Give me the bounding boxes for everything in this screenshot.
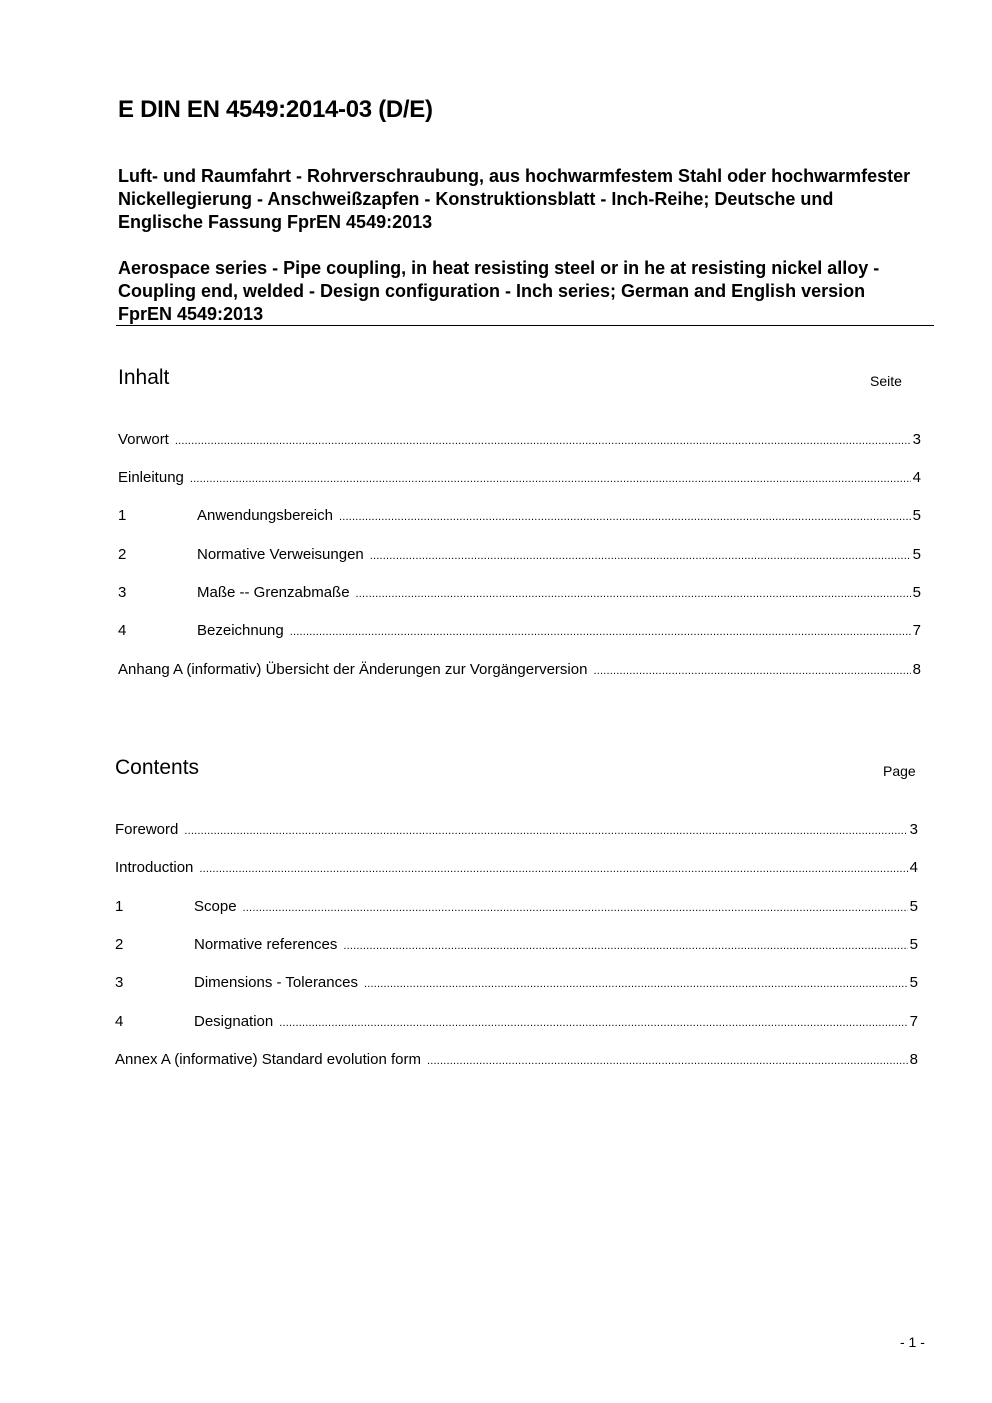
toc-leader	[279, 1013, 907, 1033]
toc-entry[interactable]	[118, 660, 921, 680]
toc-entry-page: 3	[912, 431, 921, 448]
toc-entry[interactable]	[118, 545, 921, 565]
toc-entry-number: 1	[118, 507, 127, 524]
toc-entry-title: Normative Verweisungen	[197, 546, 364, 563]
toc-entry-title: Vorwort	[118, 431, 169, 448]
toc-entry[interactable]	[115, 1050, 918, 1070]
toc-leader	[370, 546, 911, 566]
toc-leader	[243, 898, 908, 918]
toc-entry[interactable]	[118, 621, 921, 641]
toc-leader	[190, 469, 911, 489]
toc-entry-page: 8	[912, 661, 921, 678]
toc-entry-title: Normative references	[194, 936, 338, 953]
toc-leader	[184, 821, 907, 841]
toc-entry-page: 7	[909, 1013, 918, 1030]
toc-entry[interactable]	[115, 973, 918, 993]
toc-entry-title: Anwendungsbereich	[197, 507, 333, 524]
toc-entry-page: 5	[909, 936, 918, 953]
toc-entry-number: 3	[115, 974, 124, 991]
toc-entry-number: 1	[115, 898, 124, 915]
toc-entry[interactable]	[115, 935, 918, 955]
toc-entry[interactable]	[118, 583, 921, 603]
toc-entry-number: 3	[118, 584, 127, 601]
toc-entry-page: 3	[909, 821, 918, 838]
toc-leader	[339, 507, 911, 527]
toc-entry-page: 4	[909, 859, 918, 876]
document-designation: E DIN EN 4549:2014-03 (D/E)	[118, 96, 433, 123]
toc-entry-page: 5	[909, 898, 918, 915]
toc-entry-page: 5	[912, 546, 921, 563]
toc-leader	[427, 1051, 908, 1071]
toc-entry-page: 8	[909, 1051, 918, 1068]
toc-page-label-en: Page	[883, 763, 916, 779]
toc-entry-title: Dimensions - Tolerances	[194, 974, 358, 991]
title-english: Aerospace series - Pipe coupling, in heat resisting steel or in he at resisting nickel alloy - Coupling end, welded - Design configuration - Inch series; German and English version FprEN 4549:2013	[118, 258, 880, 324]
toc-entry[interactable]	[118, 468, 921, 488]
toc-leader	[290, 622, 911, 642]
page-number: - 1 -	[900, 1334, 925, 1350]
toc-entry-number: 2	[118, 546, 127, 563]
toc-entry[interactable]	[115, 820, 918, 840]
toc-leader	[356, 584, 911, 604]
title-german: Luft- und Raumfahrt - Rohrverschraubung, aus hochwarmfestem Stahl oder hochwarmfester Nickellegierung - Anschweißzapfen - Konstruktionsblatt - Inch-Reihe; Deutsche und Englische Fassung FprEN 4549:2013	[118, 166, 911, 232]
toc-heading-en: Contents	[115, 756, 200, 779]
toc-leader	[199, 859, 907, 879]
title-divider	[116, 325, 934, 326]
toc-entry-page: 4	[912, 469, 921, 486]
toc-entry-title: Bezeichnung	[197, 622, 284, 639]
toc-entry[interactable]	[118, 506, 921, 526]
toc-entry-title: Einleitung	[118, 469, 184, 486]
toc-entry-title: Designation	[194, 1013, 274, 1030]
toc-heading-de: Inhalt	[118, 366, 170, 389]
toc-leader	[364, 974, 908, 994]
toc-entry[interactable]	[118, 430, 921, 450]
toc-entry[interactable]	[115, 858, 918, 878]
toc-entry-page: 5	[909, 974, 918, 991]
toc-entry-page: 5	[912, 507, 921, 524]
toc-entry-number: 4	[115, 1013, 124, 1030]
toc-entry-title: Maße -- Grenzabmaße	[197, 584, 350, 601]
toc-entry[interactable]	[115, 897, 918, 917]
toc-entry-title: Scope	[194, 898, 237, 915]
toc-leader	[593, 661, 910, 681]
toc-leader	[175, 431, 911, 451]
toc-entry-page: 5	[912, 584, 921, 601]
toc-page-label-de: Seite	[870, 373, 902, 389]
toc-entry[interactable]	[115, 1012, 918, 1032]
toc-entry-number: 2	[115, 936, 124, 953]
toc-entry-title: Introduction	[115, 859, 194, 876]
toc-entry-title: Anhang A (informativ) Übersicht der Änderungen zur Vorgängerversion	[118, 661, 588, 678]
toc-entry-page: 7	[912, 622, 921, 639]
toc-entry-title: Annex A (informative) Standard evolution form	[115, 1051, 421, 1068]
toc-leader	[343, 936, 907, 956]
toc-entry-title: Foreword	[115, 821, 179, 838]
toc-entry-number: 4	[118, 622, 127, 639]
